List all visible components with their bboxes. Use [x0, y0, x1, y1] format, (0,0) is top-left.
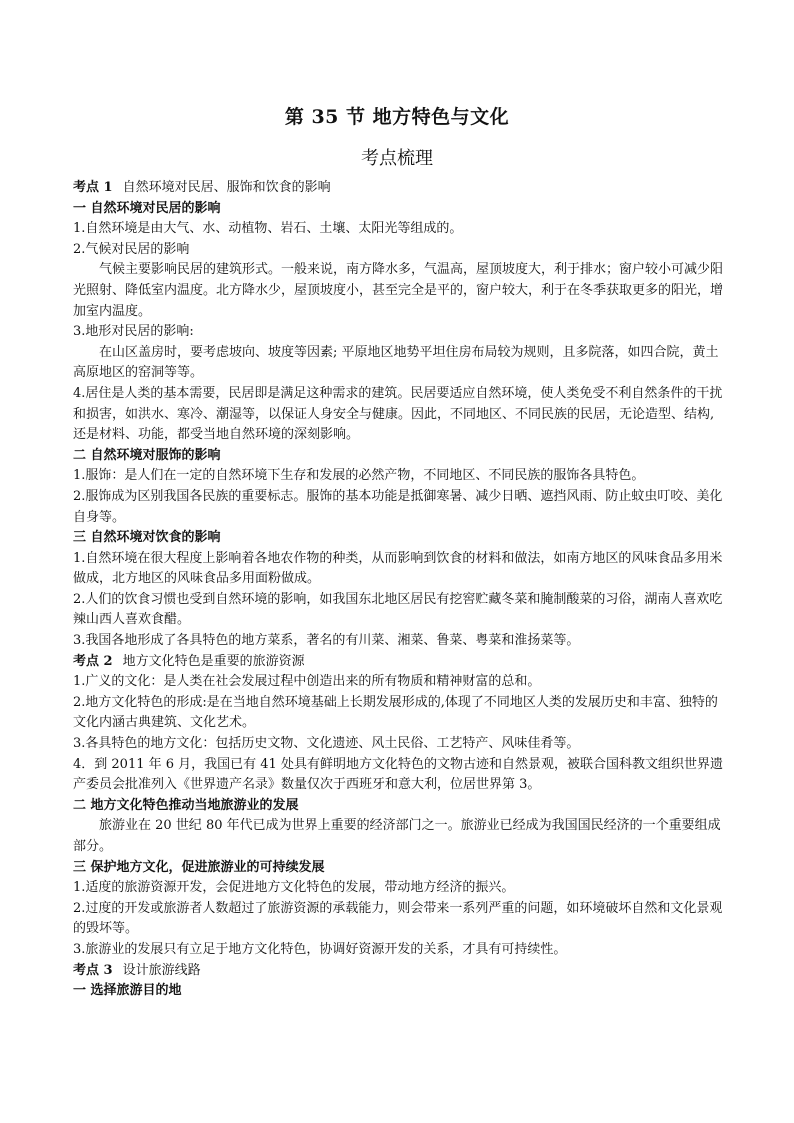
paragraph: 2.气候对民居的影响 — [73, 241, 190, 257]
paragraph: 3.各具特色的地方文化：包括历史文物、文化遗迹、风土民俗、工艺特产、风味佳肴等。 — [73, 736, 580, 752]
paragraph: 2.过度的开发或旅游者人数超过了旅游资源的承载能力，则会带来一系列严重的问题，如环境破坏自然和文化景观的毁坏等。 — [73, 900, 723, 937]
kaodian-3-label: 考点 3 — [73, 962, 113, 978]
paragraph: 2.服饰成为区别我国各民族的重要标志。服饰的基本功能是抵御寒暑、减少日晒、遮挡风雨、防止蚊虫叮咬、美化自身等。 — [73, 488, 723, 525]
page-subtitle: 考点梳理 — [361, 148, 433, 169]
section-heading-tourism: 二 地方文化特色推动当地旅游业的发展 — [73, 797, 299, 813]
paragraph: 3.地形对民居的影响: — [73, 324, 194, 340]
section-heading-clothing: 二 自然环境对服饰的影响 — [73, 447, 221, 463]
section-heading-protection: 三 保护地方文化，促进旅游业的可持续发展 — [73, 859, 325, 875]
kaodian-1-text: 自然环境对民居、服饰和饮食的影响 — [122, 180, 331, 195]
kaodian-1-label: 考点 1 — [73, 180, 113, 195]
section-heading-food: 三 自然环境对饮食的影响 — [73, 530, 221, 546]
kaodian-1-heading — [73, 178, 723, 199]
kaodian-2-label: 考点 2 — [73, 653, 113, 669]
paragraph: 1.广义的文化：是人类在社会发展过程中创造出来的所有物质和精神财富的总和。 — [73, 674, 541, 690]
paragraph: 气候主要影响民居的建筑形式。一般来说，南方降水多，气温高，屋顶坡度大，利于排水；窗户较小可减少阳光照射、降低室内温度。北方降水少，屋顶坡度小，甚至完全是平的，窗户较大，利于在冬季获取更多的阳光，增加室内温度。 — [73, 262, 724, 319]
paragraph: 旅游业在 20 世纪 80 年代已成为世界上重要的经济部门之一。旅游业已经成为我国国民经济的一个重要组成部分。 — [73, 818, 721, 854]
paragraph: 3.我国各地形成了各具特色的地方菜系，著名的有川菜、湘菜、鲁菜、粤菜和淮扬菜等。 — [73, 633, 580, 649]
section-heading-housing: 一 自然环境对民居的影响 — [73, 200, 221, 216]
paragraph: 4.居住是人类的基本需要，民居即是满足这种需求的建筑。民居要适应自然环境，使人类免受不利自然条件的干扰和损害，如洪水、寒冷、潮湿等，以保证人身安全与健康。因此，不同地区、不同民族的民居，无论造型、结构,还是材料、功能，都受当地自然环境的深刻影响。 — [73, 385, 723, 443]
kaodian-2-text: 地方文化特色是重要的旅游资源 — [122, 653, 305, 669]
kaodian-3-heading — [73, 961, 723, 982]
paragraph: 1.自然环境在很大程度上影响着各地农作物的种类，从而影响到饮食的材料和做法，如南方地区的风味食品多用米做成，北方地区的风味食品多用面粉做成。 — [73, 550, 723, 587]
section-heading-destination: 一 选择旅游目的地 — [73, 983, 182, 999]
kaodian-2-heading — [73, 652, 723, 673]
paragraph: 2.人们的饮食习惯也受到自然环境的影响，如我国东北地区居民有挖窖贮藏冬菜和腌制酸菜的习俗，湖南人喜欢吃辣山西人喜欢食醋。 — [73, 591, 723, 628]
paragraph: 1.服饰：是人们在一定的自然环境下生存和发展的必然产物，不同地区、不同民族的服饰各具特色。 — [73, 468, 645, 484]
document-body — [73, 178, 723, 1002]
paragraph: 3.旅游业的发展只有立足于地方文化特色，协调好资源开发的关系，才具有可持续性。 — [73, 941, 567, 957]
paragraph: 在山区盖房时，要考虑坡向、坡度等因素; 平原地区地势平坦住房布局较为规则，且多院落，如四合院，黄土高原地区的窑洞等等。 — [73, 344, 719, 381]
paragraph: 1.适度的旅游资源开发，会促进地方文化特色的发展，带动地方经济的振兴。 — [73, 880, 515, 896]
paragraph: 4．到 2011 年 6 月，我国已有 41 处具有鲜明地方文化特色的文物古迹和自然景观，被联合国科教文组织世界遗产委员会批准列入《世界遗产名录》数量仅次于西班牙和意大利，位居世界第 3。 — [73, 756, 723, 793]
page-title: 第 35 节 地方特色与文化 — [284, 106, 510, 128]
paragraph: 2.地方文化特色的形成:是在当地自然环境基础上长期发展形成的,体现了不同地区人类的发展历史和丰富、独特的文化内涵古典建筑、文化艺术。 — [73, 694, 718, 731]
paragraph: 1.自然环境是由大气、水、动植物、岩石、土壤、太阳光等组成的。 — [73, 221, 463, 237]
kaodian-3-text: 设计旅游线路 — [122, 962, 201, 978]
